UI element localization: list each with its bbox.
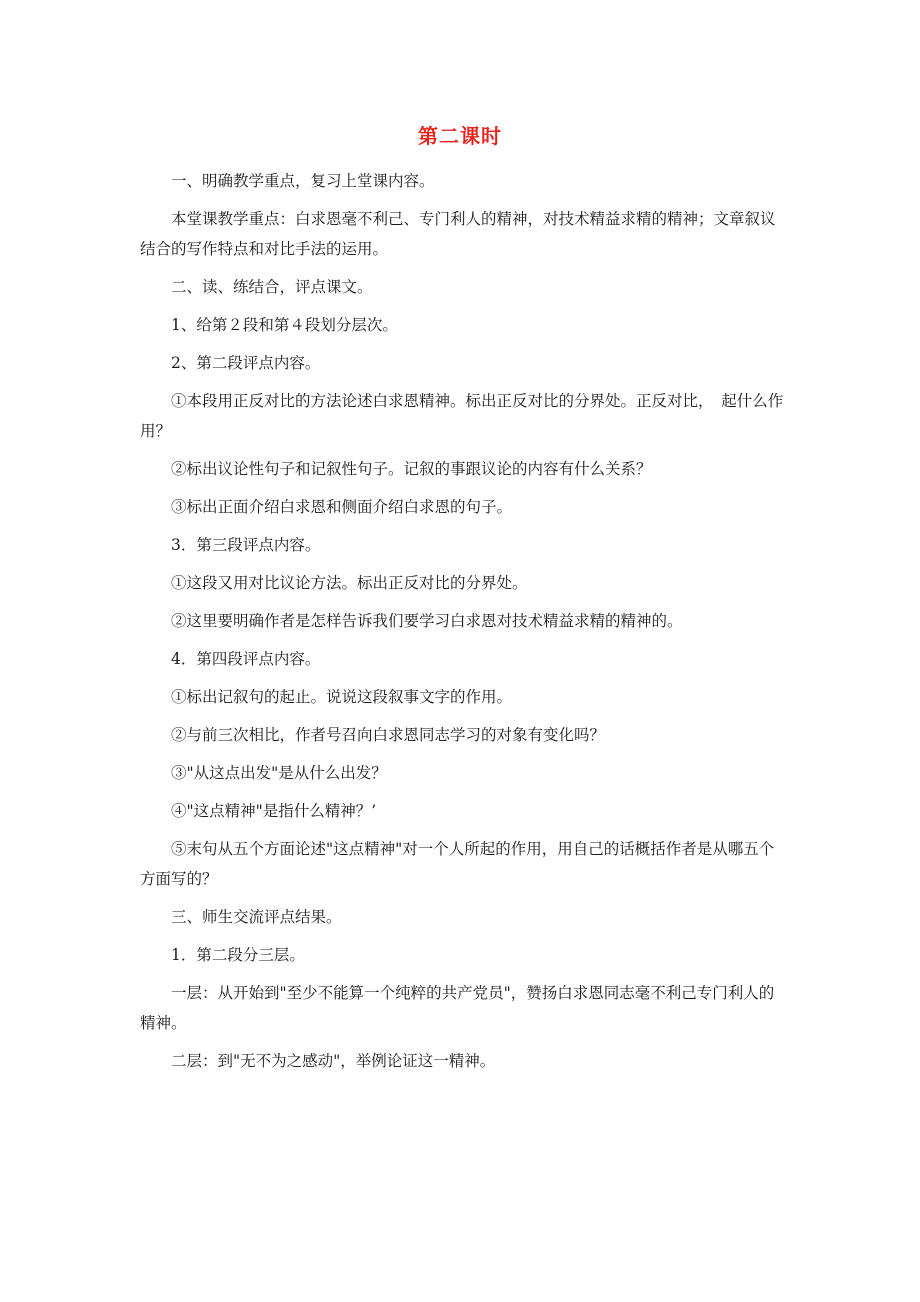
paragraph-item-3-q2: ②这里要明确作者是怎样告诉我们要学习白求恩对技术精益求精的精神的。 [171,612,683,630]
paragraph-item-4-q3: ③"从这点出发"是从什么出发？ [171,764,387,782]
paragraph-item-2: 2、第二段评点内容。 [171,354,321,372]
paragraph-layer-2: 二层：到"无不为之感动"，举例论证这一精神。 [171,1052,496,1070]
paragraph-item-4-q2: ②与前三次相比，作者号召向白求恩同志学习的对象有变化吗？ [171,726,606,744]
paragraph-item-3: 3．第三段评点内容。 [171,536,321,554]
paragraph-item-1: 1、给第２段和第４段划分层次。 [171,316,398,334]
paragraph-section-2-heading: 二、读、练结合，评点课文。 [171,278,373,296]
paragraph-item-2-q3: ③标出正面介绍白求恩和侧面介绍白求恩的句子。 [171,498,513,516]
paragraph-item-4-q4: ④"这点精神"是指什么精神？’ [171,802,377,820]
page-title: 第二课时 [418,124,502,148]
paragraph-section-3-heading: 三、师生交流评点结果。 [171,908,342,926]
document-body [140,166,785,1084]
paragraph-item-3-q1: ①这段又用对比议论方法。标出正反对比的分界处。 [171,574,528,592]
paragraph-item-2-q1: ①本段用正反对比的方法论述白求恩精神。标出正反对比的分界处。正反对比， 起什么作用？ [140,392,784,440]
paragraph-item-4-q1: ①标出记叙句的起止。说说这段叙事文字的作用。 [171,688,513,706]
paragraph-section-1-heading: 一、明确教学重点，复习上堂课内容。 [171,172,435,190]
paragraph-result-1: 1．第二段分三层。 [171,946,305,964]
paragraph-teaching-focus: 本堂课教学重点：白求恩毫不利己、专门利人的精神，对技术精益求精的精神；文章叙议结合的写作特点和对比手法的运用。 [140,210,776,258]
paragraph-item-4-q5: ⑤末句从五个方面论述"这点精神"对一个人所起的作用，用自己的话概括作者是从哪五个方面写的？ [140,840,775,888]
paragraph-item-2-q2: ②标出议论性句子和记叙性句子。记叙的事跟议论的内容有什么关系？ [171,460,652,478]
paragraph-layer-1: 一层：从开始到"至少不能算一个纯粹的共产党员"，赞扬白求恩同志毫不利己专门利人的精神。 [140,984,775,1032]
paragraph-item-4: 4．第四段评点内容。 [171,650,321,668]
